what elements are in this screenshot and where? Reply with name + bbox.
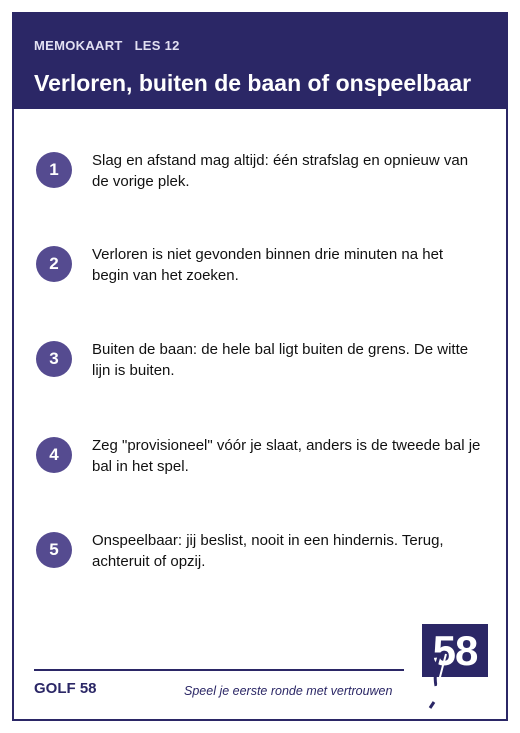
- card-header: [14, 14, 506, 109]
- item-number-badge: 2: [36, 246, 72, 282]
- footer-tagline: Speel je eerste ronde met vertrouwen: [184, 684, 393, 698]
- item-number-badge: 5: [36, 532, 72, 568]
- golf-club-icon: [422, 624, 488, 714]
- footer-brand: GOLF 58: [34, 680, 97, 697]
- item-number-badge: 1: [36, 152, 72, 188]
- footer-divider: [34, 669, 404, 671]
- lesson-label: LES 12: [134, 38, 180, 53]
- item-number-badge: 3: [36, 341, 72, 377]
- header-kicker: [34, 38, 188, 53]
- memo-card: [12, 12, 508, 721]
- card-title: Verloren, buiten de baan of onspeelbaar: [34, 70, 472, 96]
- item-number-badge: 4: [36, 437, 72, 473]
- item-text: Onspeelbaar: jij beslist, nooit in een hindernis. Terug, achteruit of opzij.: [92, 532, 444, 570]
- golf58-logo: [422, 624, 488, 677]
- item-text: Buiten de baan: de hele bal ligt buiten de grens. De witte lijn is buiten.: [92, 341, 469, 379]
- item-text: Verloren is niet gevonden binnen drie minuten na het begin van het zoeken.: [92, 246, 444, 284]
- logo-number: 58: [432, 627, 478, 674]
- item-text: Zeg "provisioneel" vóór je slaat, anders is de tweede bal je bal in het spel.: [92, 437, 481, 475]
- item-text: Slag en afstand mag altijd: één strafslag en opnieuw van de vorige plek.: [92, 152, 469, 190]
- kicker-label: MEMOKAART: [34, 38, 123, 53]
